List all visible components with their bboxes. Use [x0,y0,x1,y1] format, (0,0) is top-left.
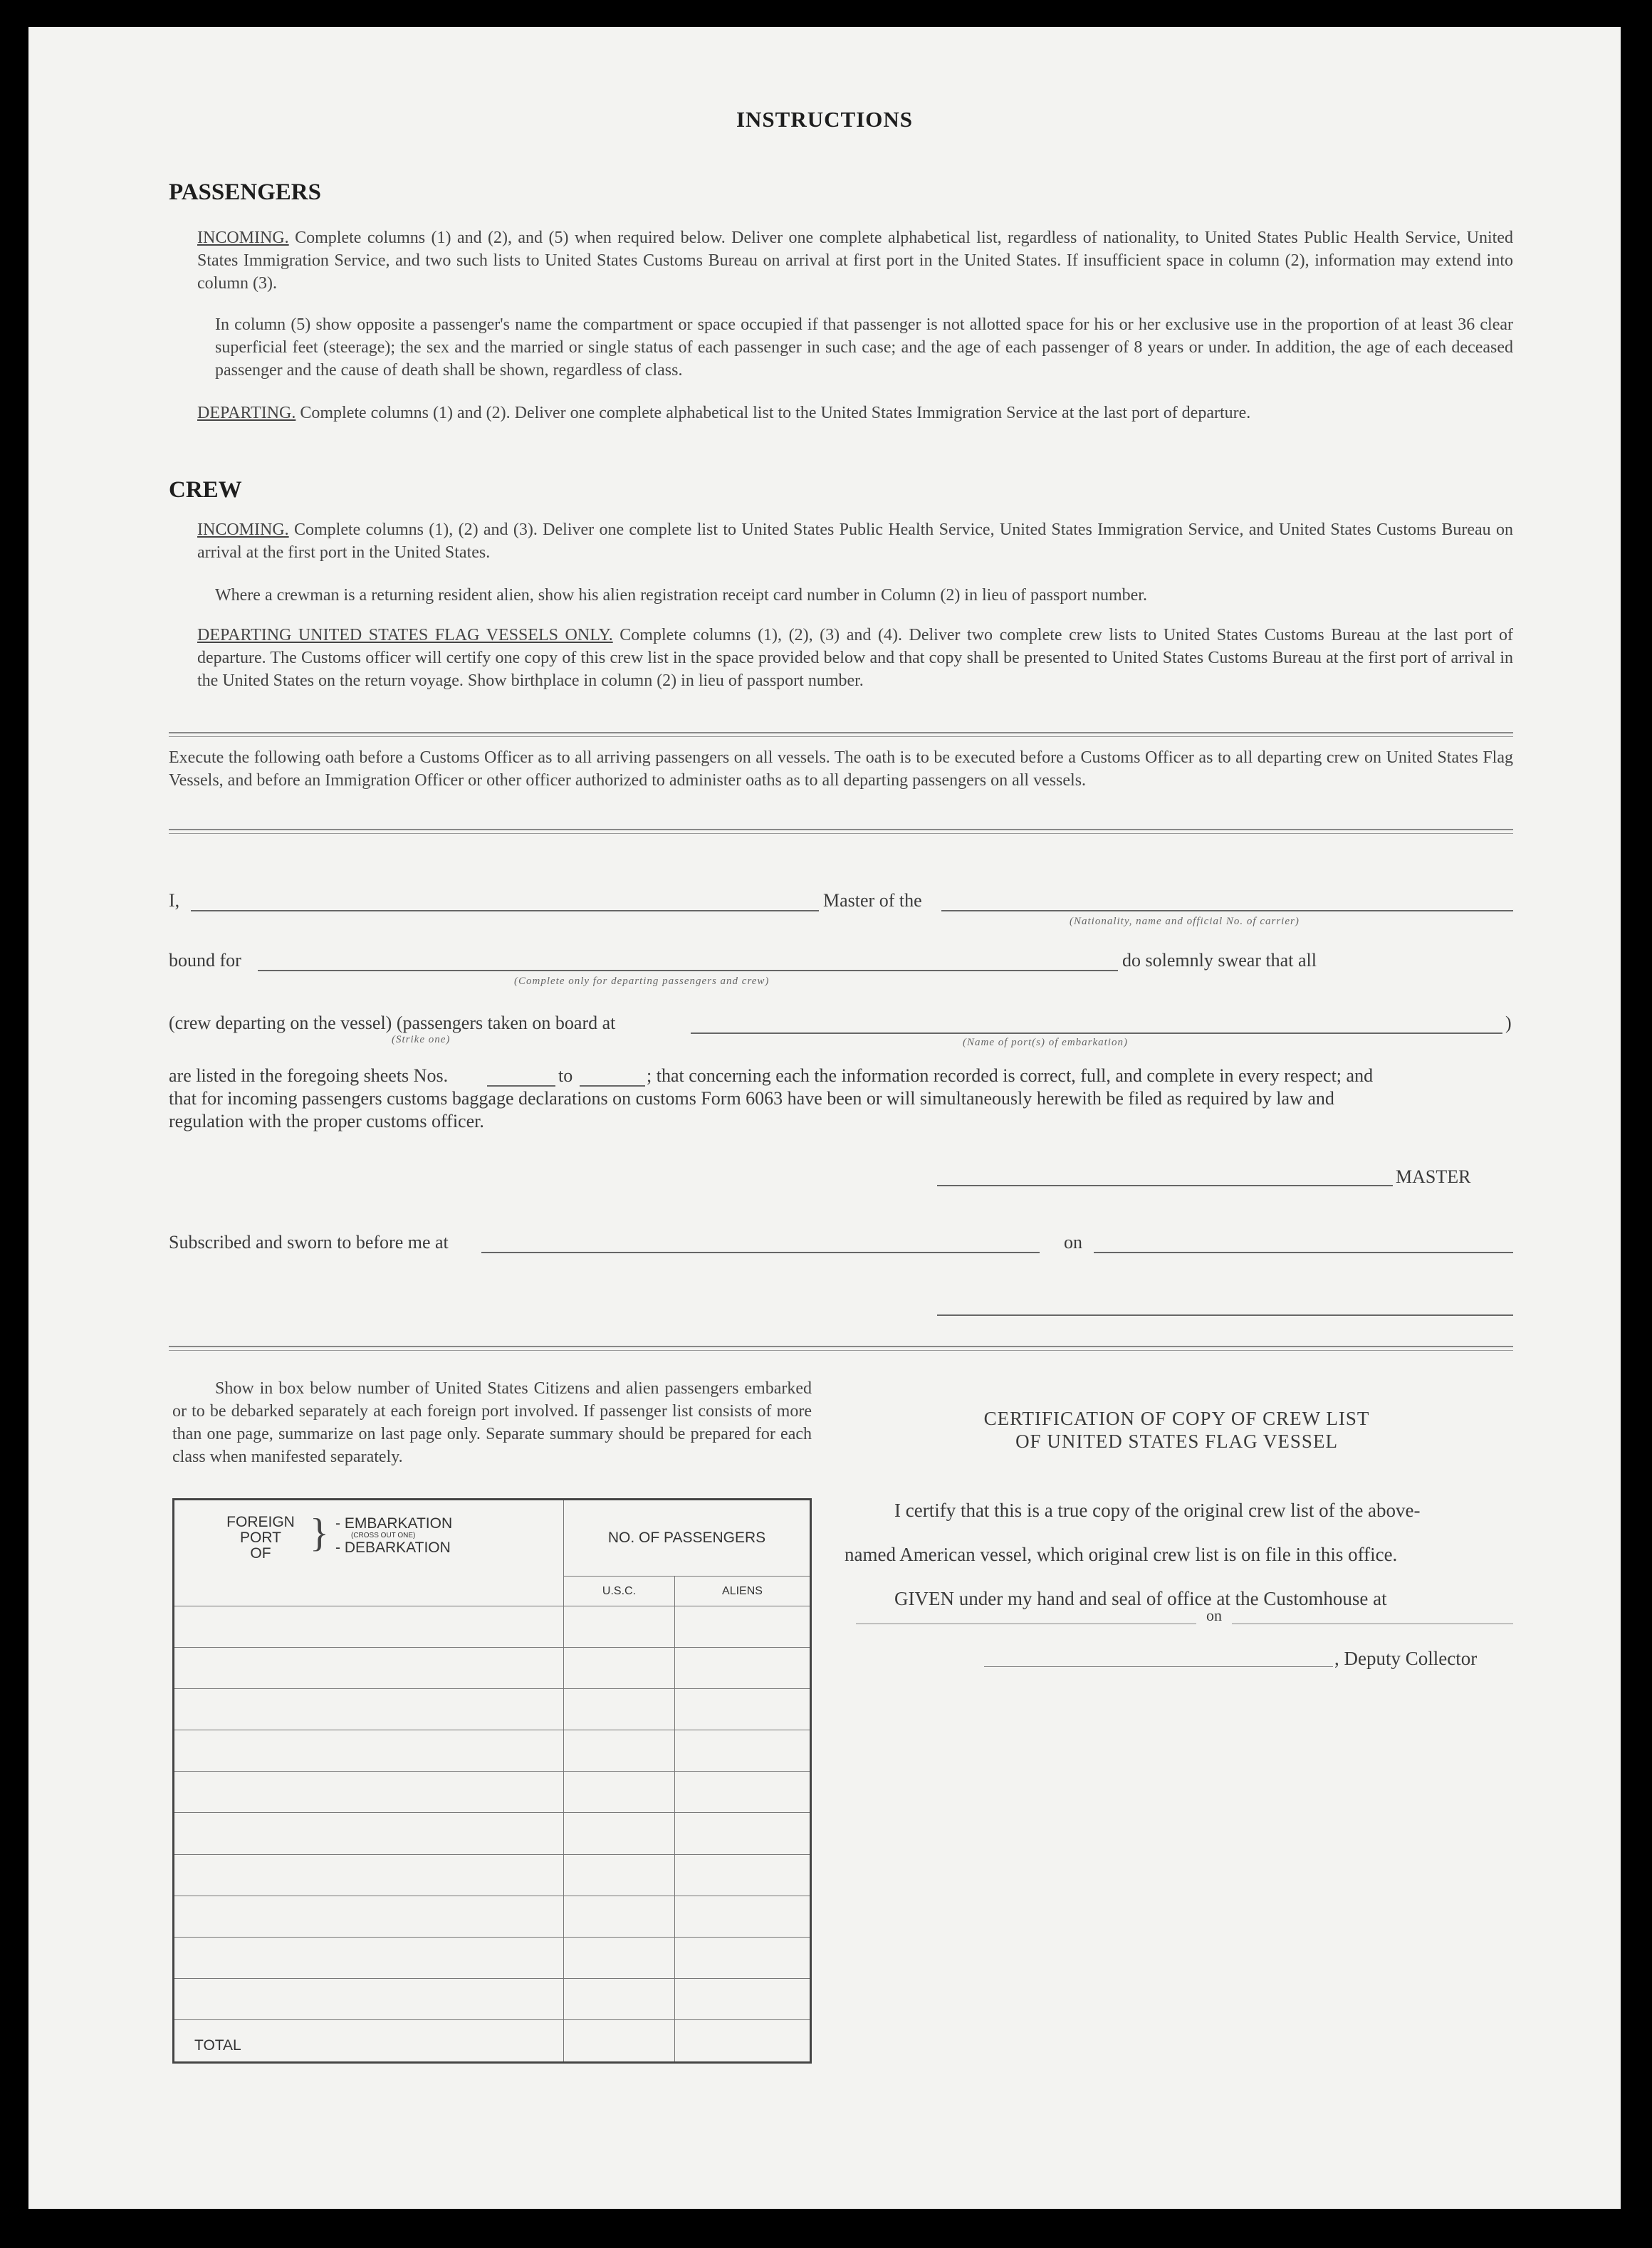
certify-line1: I certify that this is a true copy of the original crew list of the above- [894,1500,1421,1521]
aliens-cell[interactable] [674,1854,810,1896]
total-row [174,2020,811,2063]
crew-departing-paragraph [197,624,1513,692]
aliens-cell[interactable] [674,1978,810,2019]
crew-departing-text: Complete columns (1), (2), (3) and (4). Deliver two complete crew lists to United States Customs Bureau at the last port of departure. The Customs officer will certify one copy of this crew list in the space provided below and that copy shall be presented to United States Customs Bureau at the first port of arrival in the United States on the return voyage. Show birthplace in column (2) in lieu of passport number. [197,626,1514,690]
port-cell[interactable] [174,1937,564,1978]
usc-total-cell[interactable] [564,2020,675,2063]
port-cell[interactable] [174,1813,564,1854]
of-label: OF [250,1545,271,1562]
passengers-departing-paragraph [197,402,1513,424]
aliens-cell[interactable] [674,1896,810,1937]
port-cell[interactable] [174,1606,564,1648]
passengers-incoming-paragraph [197,226,1513,295]
aliens-cell[interactable] [674,1648,810,1689]
port-caption: (Name of port(s) of embarkation) [963,1037,1128,1048]
embarkation-label: - EMBARKATION [335,1515,453,1532]
usc-cell[interactable] [564,1648,675,1689]
crew-departing-label: DEPARTING UNITED STATES FLAG VESSELS ONLY. [197,626,613,644]
crew-incoming-label: INCOMING. [197,521,289,539]
listed-d: regulation with the proper customs officer. [169,1111,484,1131]
usc-cell[interactable] [564,1896,675,1937]
embark-debark-label [335,1516,452,1556]
aliens-cell[interactable] [674,1730,810,1772]
aliens-cell[interactable] [674,1772,810,1813]
foreign-label: FOREIGN [226,1514,295,1530]
port-cell[interactable] [174,1854,564,1896]
aliens-total-cell[interactable] [674,2020,810,2063]
listed-to: to [558,1065,573,1086]
usc-cell[interactable] [564,1813,675,1854]
carrier-field[interactable] [941,910,1513,911]
port-label: PORT [240,1530,281,1546]
passengers-heading: PASSENGERS [169,179,321,205]
usc-cell[interactable] [564,1730,675,1772]
aliens-cell[interactable] [674,1606,810,1648]
crew-incoming-paragraph [197,518,1513,564]
usc-cell[interactable] [564,1978,675,2019]
strike-one-caption: (Strike one) [392,1034,451,1045]
section-divider [169,732,1513,733]
port-cell[interactable] [174,1978,564,2019]
oath-instructions: Execute the following oath before a Customs Officer as to all arriving passengers on all vessels. The oath is to be executed before a Customs Officer as to all departing crew on United States Flag Vessels, and before an Immigration Officer or other officer authorized to administer oaths as to all departing passengers on all vessels. [169,748,1513,790]
table-row [174,1978,811,2019]
page-title: INSTRUCTIONS [736,107,913,132]
summary-instructions: Show in box below number of United States Citizens and alien passengers embarked or to be debarked separately at each foreign port involved. If passenger list consists of more than one page, summarize on last page only. Separate summary should be prepared for each class when manifested separately. [172,1379,812,1466]
master-of-the-label: Master of the [823,890,922,911]
cross-out-one-label: (CROSS OUT ONE) [351,1532,416,1539]
master-name-field[interactable] [191,910,819,911]
section-divider [169,736,1513,737]
aliens-cell[interactable] [674,1813,810,1854]
usc-cell[interactable] [564,1854,675,1896]
aliens-header: ALIENS [674,1577,810,1606]
oath-i-label: I, [169,890,180,911]
table-row [174,1730,811,1772]
usc-header: U.S.C. [564,1577,675,1606]
aliens-cell[interactable] [674,1689,810,1730]
close-paren: ) [1505,1013,1512,1033]
crew-heading: CREW [169,477,242,503]
port-cell[interactable] [174,1689,564,1730]
sworn-place-field[interactable] [481,1252,1040,1253]
port-cell[interactable] [174,1648,564,1689]
master-label: MASTER [1396,1166,1471,1187]
usc-cell[interactable] [564,1772,675,1813]
passengers-departing-label: DEPARTING. [197,404,296,422]
table-row [174,1606,811,1648]
usc-cell[interactable] [564,1937,675,1978]
crew-passengers-label: (crew departing on the vessel) (passengers taken on board at [169,1013,616,1033]
certification-title-line2: OF UNITED STATES FLAG VESSEL [1015,1431,1338,1452]
crew-incoming-text: Complete columns (1), (2) and (3). Deliver one complete list to United States Public Health Service, United States Immigration Service, and United States Customs Bureau on arrival at the first port in the United States. [197,521,1514,562]
sworn-on-label: on [1064,1232,1082,1253]
officer-signature-field[interactable] [937,1314,1513,1316]
passenger-summary-table [172,1498,812,2064]
table-row [174,1689,811,1730]
passengers-incoming-label: INCOMING. [197,229,289,247]
passengers-incoming-text: Complete columns (1) and (2), and (5) when required below. Deliver one complete alphabetical list, regardless of nationality, to United States Public Health Service, United States Immigration Service, and two such lists to United States Customs Bureau on arrival at first port in the United States. If insufficient space in column (2), information may extend into column (3). [197,229,1514,293]
nationality-caption: (Nationality, name and official No. of carrier) [1070,916,1300,927]
certification-title-line1: CERTIFICATION OF COPY OF CREW LIST [983,1408,1370,1429]
aliens-cell[interactable] [674,1937,810,1978]
bound-for-field[interactable] [258,970,1118,971]
listed-b: ; that concerning each the information recorded is correct, full, and complete in every respect; and [647,1065,1374,1086]
table-row [174,1813,811,1854]
complete-only-caption: (Complete only for departing passengers and crew) [514,976,770,987]
section-divider [169,833,1513,834]
bound-for-label: bound for [169,950,241,971]
port-cell[interactable] [174,1896,564,1937]
sheet-from-field[interactable] [487,1085,555,1087]
port-cell[interactable] [174,1772,564,1813]
section-divider [169,1346,1513,1347]
table-row [174,1896,811,1937]
listed-c: that for incoming passengers customs baggage declarations on customs Form 6063 have been or will simultaneously herewith be filed as required by law and [169,1088,1334,1109]
port-cell[interactable] [174,1730,564,1772]
listed-a: are listed in the foregoing sheets Nos. [169,1065,449,1086]
table-row [174,1772,811,1813]
table-row [174,1854,811,1896]
deputy-signature-field[interactable] [984,1666,1333,1667]
embarkation-port-field[interactable] [691,1032,1502,1034]
subscribed-label: Subscribed and sworn to before me at [169,1232,449,1253]
section-divider [169,1350,1513,1351]
sworn-date-field[interactable] [1094,1252,1513,1253]
deputy-collector-label: , Deputy Collector [1334,1648,1478,1669]
sheet-to-field[interactable] [580,1085,645,1087]
given-line: GIVEN under my hand and seal of office at the Customhouse at [894,1588,1387,1609]
table-row [174,1648,811,1689]
table-row [174,1937,811,1978]
port-header-cell [174,1500,564,1606]
passengers-departing-text: Complete columns (1) and (2). Deliver one complete alphabetical list to the United States Immigration Service at the last port of departure. [300,404,1251,422]
solemnly-swear-label: do solemnly swear that all [1122,950,1317,971]
debarkation-label: - DEBARKATION [335,1539,451,1556]
certify-line2: named American vessel, which original crew list is on file in this office. [845,1544,1398,1565]
cert-on-label: on [1206,1606,1222,1624]
foreign-port-of-label [221,1515,300,1562]
usc-cell[interactable] [564,1689,675,1730]
certification-title [840,1407,1513,1453]
section-divider [169,829,1513,830]
master-signature-field[interactable] [937,1185,1393,1186]
crew-resident-paragraph: Where a crewman is a returning resident alien, show his alien registration receipt card number in Column (2) in lieu of passport number. [215,586,1147,605]
usc-cell[interactable] [564,1606,675,1648]
passengers-column5-paragraph: In column (5) show opposite a passenger's name the compartment or space occupied if that passenger is not allotted space for his or her exclusive use in the proportion of at least 36 clear superficial feet (steerage); the sex and the married or single status of each passenger in such case; and the age of each passenger of 8 years or under. In addition, the age of each deceased passenger and the cause of death shall be shown, regardless of class. [215,315,1513,380]
no-of-passengers-header: NO. OF PASSENGERS [564,1500,811,1577]
bracket-icon: } [310,1511,329,1555]
form-page [28,27,1621,2209]
total-label: TOTAL [174,2020,564,2063]
